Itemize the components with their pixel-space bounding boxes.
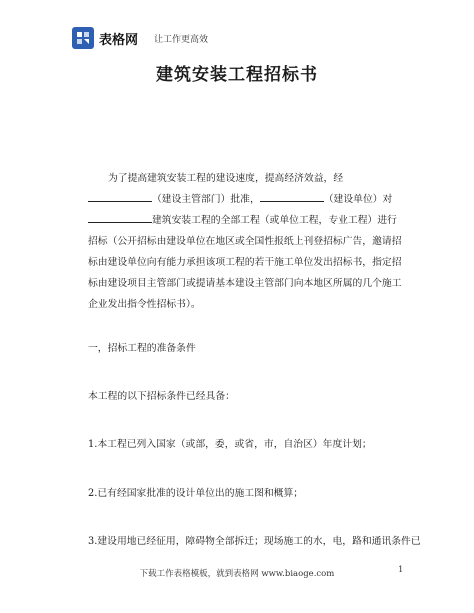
site-slogan: 让工作更高效 [154,34,209,45]
blank-line [88,190,152,202]
condition-item-3: 3.建设用地已经征用，障碍物全部拆迁；现场施工的水，电，路和通讯条件已 [88,536,421,547]
intro-text-3: （建设单位）对 [323,194,393,205]
page-footer: 下载工作表格模板，就到表格网 www.biaoge.com [139,569,335,579]
intro-text-1: 为了提高建筑安装工程的建设速度，提高经济效益，经 [108,173,344,184]
intro-text-2: （建设主管部门）批准， [152,194,260,205]
intro-paragraph [88,168,404,315]
blank-line [260,190,324,202]
page-number: 1 [398,565,404,575]
site-header [72,26,208,50]
condition-item-1: 1.本工程已列入国家（或部，委，或省，市，自治区）年度计划； [88,439,372,450]
document-title: 建筑安装工程招标书 [156,65,318,85]
blank-line [88,211,152,223]
spreadsheet-logo-icon [72,27,94,49]
condition-item-2: 2.已有经国家批准的设计单位出的施工图和概算； [88,488,304,499]
site-name: 表格网 [99,32,139,48]
conditions-intro: 本工程的以下招标条件已经具备： [88,391,235,402]
intro-text-4: 建筑安装工程的全部工程（或单位工程，专业工程）进行招标（公开招标由建设单位在地区或全国性报纸上刊登招标广告，邀请招标由建设单位向有能力承担该项工程的若干施工单位发出招标书，指定招标由建设项目主管部门或提请基本建设主管部门向本地区所属的几个施工企业发出指令性招标书）。 [88,215,402,310]
section-heading: 一，招标工程的准备条件 [88,343,196,354]
